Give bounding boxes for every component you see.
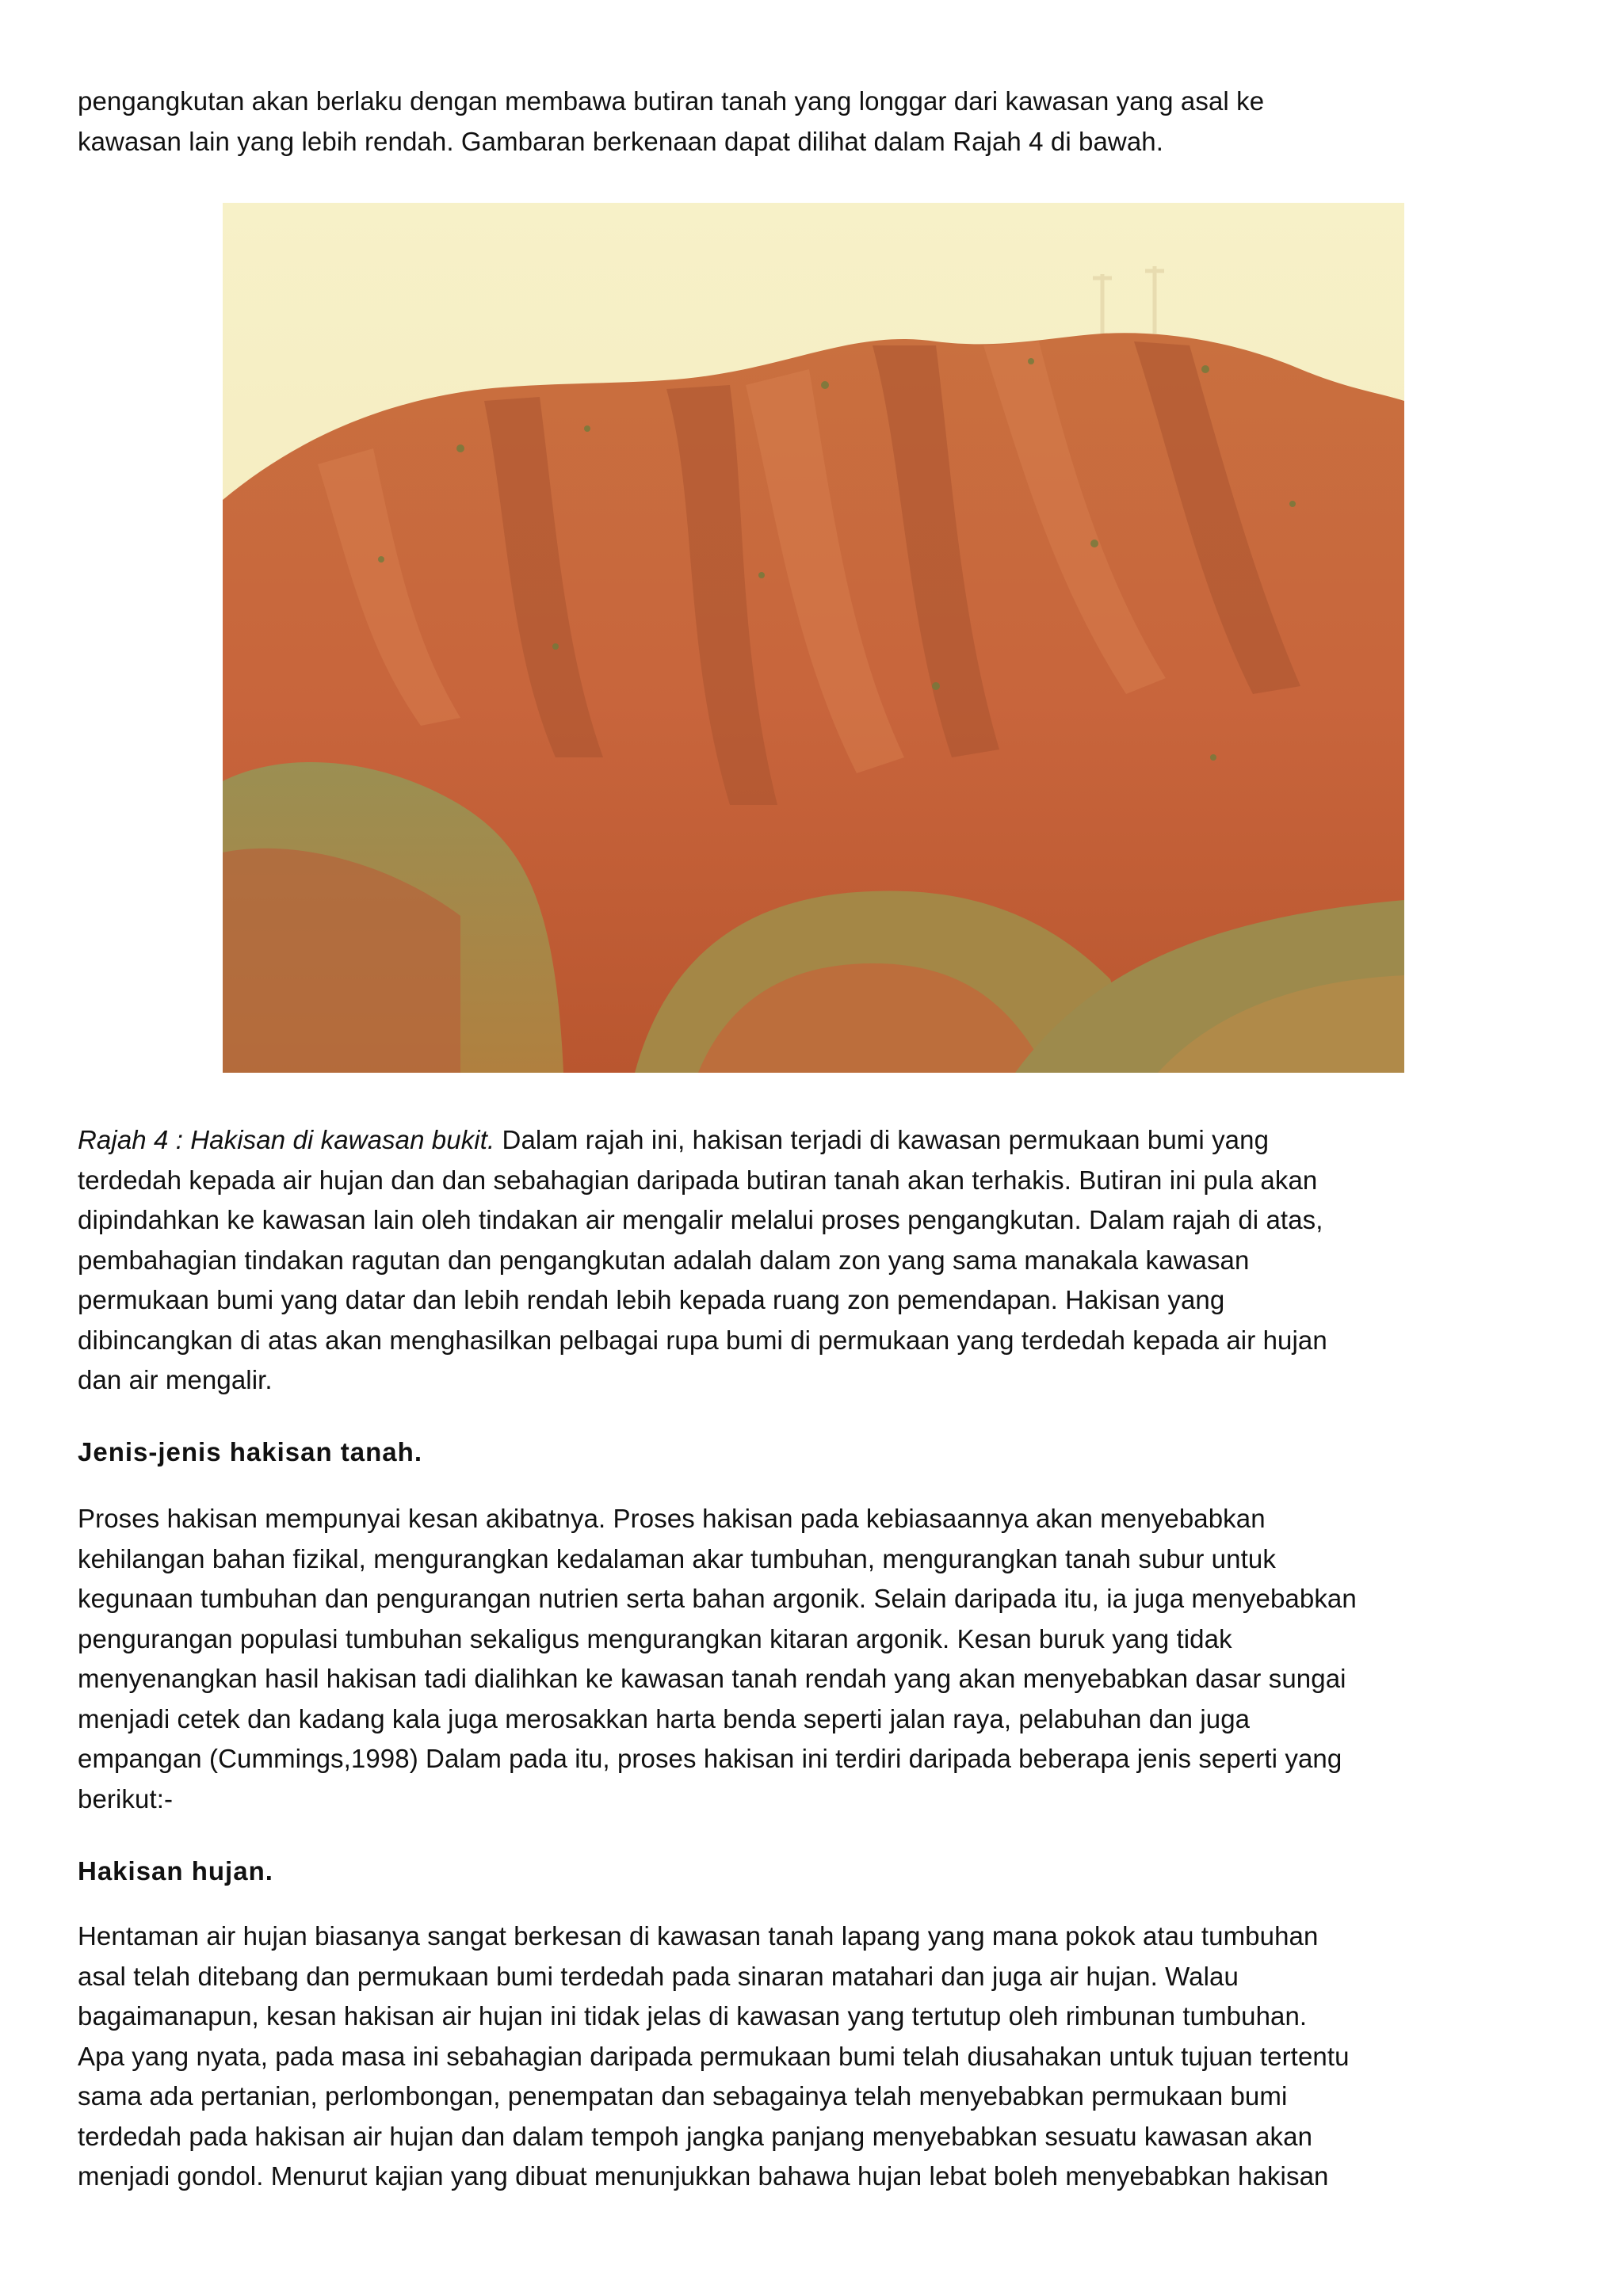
- text-line: kehilangan bahan fizikal, mengurangkan kedalaman akar tumbuhan, mengurangkan tanah subur untuk: [78, 1543, 1276, 1573]
- caption-text: Dalam rajah ini, hakisan terjadi di kawasan permukaan bumi yang: [495, 1125, 1270, 1154]
- section-heading-jenis-hakisan: Jenis-jenis hakisan tanah.: [78, 1437, 422, 1466]
- section-heading-hakisan-hujan: Hakisan hujan.: [78, 1856, 273, 1886]
- section2-paragraph: [78, 1917, 1568, 2197]
- text-line: terdedah pada hakisan air hujan dan dalam tempoh jangka panjang menyebabkan sesuatu kawasan akan: [78, 2121, 1313, 2151]
- intro-paragraph: [78, 82, 1568, 162]
- figure-caption-label: Rajah 4 : Hakisan di kawasan bukit.: [78, 1125, 495, 1154]
- text-line: bagaimanapun, kesan hakisan air hujan ini tidak jelas di kawasan yang tertutup oleh rimbunan tumbuhan.: [78, 2001, 1308, 2031]
- text-line: kawasan lain yang lebih rendah. Gambaran berkenaan dapat dilihat dalam Rajah 4 di bawah.: [78, 126, 1164, 156]
- text-line: dan air mengalir.: [78, 1365, 273, 1394]
- section1-paragraph: [78, 1499, 1568, 1819]
- text-line: pengurangan populasi tumbuhan sekaligus mengurangkan kitaran argonik. Kesan buruk yang tidak: [78, 1623, 1232, 1653]
- text-line: Proses hakisan mempunyai kesan akibatnya. Proses hakisan pada kebiasaannya akan menyebabkan: [78, 1504, 1266, 1533]
- figure-caption-paragraph: [78, 1120, 1568, 1401]
- erosion-hill-photo: [223, 203, 1404, 1073]
- text-line: asal telah ditebang dan permukaan bumi terdedah pada sinaran matahari dan juga air hujan. Walau: [78, 1961, 1239, 1991]
- text-line: dibincangkan di atas akan menghasilkan pelbagai rupa bumi di permukaan yang terdedah kepada air hujan: [78, 1325, 1327, 1355]
- text-line: terdedah kepada air hujan dan dan sebahagian daripada butiran tanah akan terhakis. Butiran ini pula akan: [78, 1165, 1318, 1195]
- text-line: kegunaan tumbuhan dan pengurangan nutrien serta bahan argonik. Selain daripada itu, ia juga menyebabkan: [78, 1584, 1357, 1613]
- text-line: dipindahkan ke kawasan lain oleh tindakan air mengalir melalui proses pengangkutan. Dalam rajah di atas,: [78, 1205, 1323, 1234]
- caption-first-line: [78, 1120, 1568, 1161]
- text-line: menjadi gondol. Menurut kajian yang dibuat menunjukkan bahawa hujan lebat boleh menyebabkan hakisan: [78, 2161, 1329, 2191]
- text-line: empangan (Cummings,1998) Dalam pada itu, proses hakisan ini terdiri daripada beberapa jenis seperti yang: [78, 1744, 1342, 1773]
- text-line: menjadi cetek dan kadang kala juga merosakkan harta benda seperti jalan raya, pelabuhan dan juga: [78, 1703, 1251, 1733]
- text-line: Hentaman air hujan biasanya sangat berkesan di kawasan tanah lapang yang mana pokok atau tumbuhan: [78, 1921, 1319, 1951]
- text-line: berikut:-: [78, 1783, 174, 1814]
- text-line: sama ada pertanian, perlombongan, penempatan dan sebagainya telah menyebabkan permukaan bumi: [78, 2081, 1288, 2111]
- text-line: menyenangkan hasil hakisan tadi dialihkan ke kawasan tanah rendah yang akan menyebabkan dasar sungai: [78, 1664, 1346, 1693]
- text-line: pengangkutan akan berlaku dengan membawa butiran tanah yang longgar dari kawasan yang asal ke: [78, 86, 1265, 116]
- text-line: Apa yang nyata, pada masa ini sebahagian daripada permukaan bumi telah diusahakan untuk tujuan tertentu: [78, 2041, 1350, 2071]
- text-line: pembahagian tindakan ragutan dan pengangkutan adalah dalam zon yang sama manakala kawasan: [78, 1245, 1250, 1275]
- text-line: permukaan bumi yang datar dan lebih rendah lebih kepada ruang zon pemendapan. Hakisan yang: [78, 1285, 1225, 1314]
